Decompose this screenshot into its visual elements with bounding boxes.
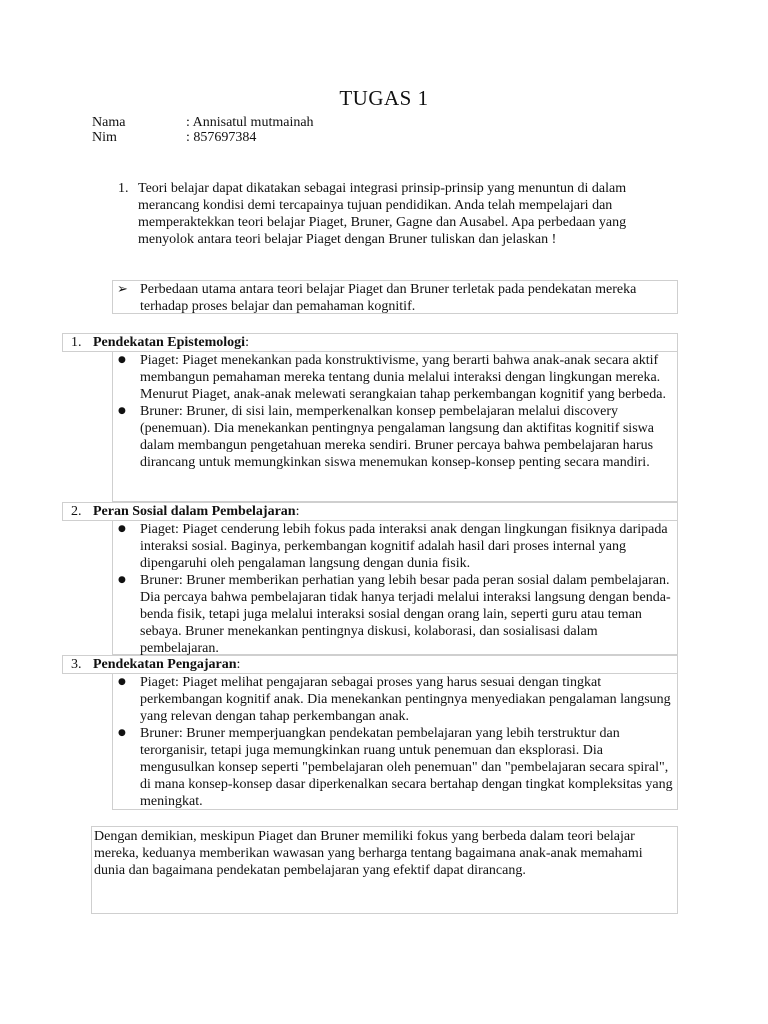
name-row <box>0 115 768 131</box>
list-item-text: Piaget: Piaget melihat pengajaran sebagai proses yang harus sesuai dengan tingkat perkembangan kognitif anak. Dia menekankan pentingnya menyediakan pengalaman langsung yang relevan dengan tahap perkembangan anak. <box>140 675 671 724</box>
section-number: 2. <box>71 504 82 519</box>
document-title: TUGAS 1 <box>339 86 429 110</box>
list-item-text: Bruner: Bruner memberikan perhatian yang lebih besar pada peran sosial dalam pembelajaran. Dia percaya bahwa pembelajaran tidak hanya terjadi melalui interaksi langsung dengan benda-benda fisik, tetapi juga melalui interaksi sosial dengan orang lain, seperti guru atau teman sebaya. Bruner menekankan pentingnya diskusi, kolaborasi, dan sosialisasi dalam pembelajaran. <box>140 573 671 656</box>
name-label: Nama <box>92 115 126 130</box>
list-item-text: Bruner: Bruner, di sisi lain, memperkenalkan konsep pembelajaran melalui discovery (penemuan). Dia menekankan pentingnya pengalaman langsung dan aktifitas kognitif siswa dalam membangun pengetahuan mereka sendiri. Bruner percaya bahwa pembelajaran harus dirancang untuk memungkinkan siswa menemukan konsep-konsep penting secara mandiri. <box>140 404 654 470</box>
section-title-text: Pendekatan Epistemologi <box>93 335 246 350</box>
list-item-text: Piaget: Piaget cenderung lebih fokus pada interaksi anak dengan lingkungan fisiknya daripada interaksi sosial. Baginya, perkembangan kognitif adalah hasil dari proses internal yang dipengaruhi oleh pengalaman langsung dengan dunia fisik. <box>140 522 668 571</box>
bullet-icon: ● <box>118 524 126 534</box>
list-item <box>113 572 677 657</box>
list-item <box>113 674 677 725</box>
section-number: 1. <box>71 335 82 350</box>
bullet-icon: ● <box>118 677 126 687</box>
summary-text: Perbedaan utama antara teori belajar Piaget dan Bruner terletak pada pendekatan mereka terhadap proses belajar dan pemahaman kognitif. <box>140 282 637 314</box>
arrow-bullet-icon: ➢ <box>117 282 128 297</box>
list-item <box>113 403 677 471</box>
section-title <box>93 656 240 674</box>
list-item <box>113 352 677 403</box>
nim-label: Nim <box>92 130 117 145</box>
name-value: : Annisatul mutmainah <box>186 115 314 130</box>
bullet-icon: ● <box>118 406 126 416</box>
conclusion-box <box>91 826 678 914</box>
section-body <box>112 673 678 810</box>
bullet-icon: ● <box>118 728 126 738</box>
section-heading <box>62 333 678 352</box>
section-title <box>93 334 249 352</box>
conclusion-text: Dengan demikian, meskipun Piaget dan Bruner memiliki fokus yang berbeda dalam teori belajar mereka, keduanya memberikan wawasan yang berharga tentang bagaimana anak-anak memahami dunia dan bagaimana pendekatan pembelajaran yang efektif dapat dirancang. <box>94 829 643 878</box>
section-title-colon: : <box>236 657 241 672</box>
question-number: 1. <box>118 181 129 196</box>
section-heading <box>62 502 678 521</box>
section-body <box>112 351 678 502</box>
list-item-text: Piaget: Piaget menekankan pada konstruktivisme, yang berarti bahwa anak-anak secara aktif membangun pemahaman mereka tentang dunia melalui interaksi dengan lingkungan mereka. Menurut Piaget, anak-anak melewati serangkaian tahap perkembangan kognitif yang berbeda. <box>140 353 666 402</box>
section-heading <box>62 655 678 674</box>
nim-row <box>0 130 768 146</box>
list-item-text: Bruner: Bruner memperjuangkan pendekatan pembelajaran yang lebih terstruktur dan terorganisir, tetapi juga memungkinkan ruang untuk penemuan dan eksplorasi. Dia mengusulkan konsep seperti "pembelajaran oleh penemuan" dan "pembelajaran secara spiral", di mana konsep-konsep dasar diperkenalkan secara bertahap dengan tingkat kompleksitas yang meningkat. <box>140 726 673 809</box>
section-title-text: Peran Sosial dalam Pembelajaran <box>93 504 296 519</box>
question-text: Teori belajar dapat dikatakan sebagai integrasi prinsip-prinsip yang menuntun di dalam merancang kondisi demi tercapainya tujuan pendidikan. Anda telah mempelajari dan memperaktekkan teori belajar Piaget, Bruner, Gagne dan Ausabel. Apa perbedaan yang menyolok antara teori belajar Piaget dengan Bruner tuliskan dan jelaskan ! <box>138 181 627 247</box>
question-block <box>118 180 678 248</box>
section-title-text: Pendekatan Pengajaran <box>93 657 237 672</box>
bullet-icon: ● <box>118 575 126 585</box>
section-title-colon: : <box>295 504 300 519</box>
section-body <box>112 520 678 655</box>
section-title <box>93 503 300 521</box>
bullet-icon: ● <box>118 355 126 365</box>
section-number: 3. <box>71 657 82 672</box>
summary-box <box>112 280 678 314</box>
section-title-colon: : <box>245 335 249 350</box>
list-item <box>113 521 677 572</box>
nim-value: : 857697384 <box>186 130 257 145</box>
list-item <box>113 725 677 810</box>
